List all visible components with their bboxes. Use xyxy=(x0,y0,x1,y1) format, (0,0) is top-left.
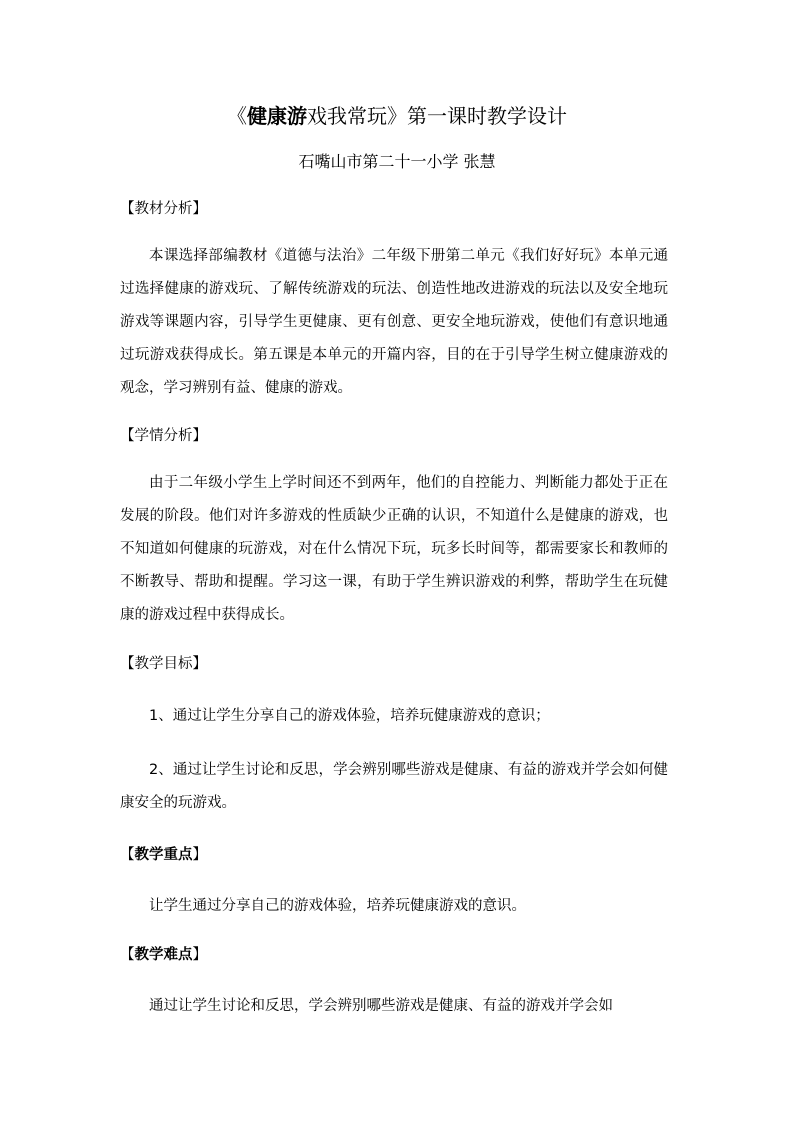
paragraph-material-analysis: 本课选择部编教材《道德与法治》二年级下册第二单元《我们好好玩》本单元通过选择健康的游戏玩、了解传统游戏的玩法、创造性地改进游戏的玩法以及安全地玩游戏等课题内容，引导学生更健康、更有创意、更安全地玩游戏，使他们有意识地通过玩游戏获得成长。第五课是本单元的开篇内容，目的在于引导学生树立健康游戏的观念，学习辨别有益、健康的游戏。 xyxy=(120,248,668,396)
heading-teaching-difficulty xyxy=(120,943,207,967)
heading-material-analysis xyxy=(120,197,207,221)
heading-bracket-close: 】 xyxy=(192,428,207,444)
heading-bracket-open: 【 xyxy=(120,656,135,672)
heading-text: 教材分析 xyxy=(134,201,193,217)
heading-text: 教学重点 xyxy=(134,847,193,863)
paragraph-teaching-difficulty: 通过让学生讨论和反思，学会辨别哪些游戏是健康、有益的游戏并学会如 xyxy=(149,998,613,1014)
document-title xyxy=(0,100,794,132)
heading-bracket-close: 】 xyxy=(192,201,207,217)
title-open-quote: 《 xyxy=(227,104,247,128)
heading-text: 教学目标 xyxy=(134,656,193,672)
heading-bracket-close: 】 xyxy=(192,847,207,863)
heading-bracket-close: 】 xyxy=(192,947,207,963)
goal-item-1: 1、通过让学生分享自己的游戏体验，培养玩健康游戏的意识； xyxy=(149,708,550,724)
heading-bracket-close: 】 xyxy=(192,656,207,672)
heading-teaching-key xyxy=(120,843,207,867)
paragraph-student-analysis: 由于二年级小学生上学时间还不到两年，他们的自控能力、判断能力都处于正在发展的阶段。他们对许多游戏的性质缺少正确的认识，不知道什么是健康的游戏，也不知道如何健康的玩游戏，对在什么情况下玩，玩多长时间等，都需要家长和教师的不断教导、帮助和提醒。学习这一课，有助于学生辨识游戏的利弊，帮助学生在玩健康的游戏过程中获得成长。 xyxy=(120,475,668,623)
heading-student-analysis xyxy=(120,424,207,448)
heading-bracket-open: 【 xyxy=(120,947,135,963)
goal-item-2: 2、通过让学生讨论和反思，学会辨别哪些游戏是健康、有益的游戏并学会如何健康安全的玩游戏。 xyxy=(120,762,668,811)
paragraph-teaching-key: 让学生通过分享自己的游戏体验，培养玩健康游戏的意识。 xyxy=(149,898,526,914)
title-rest: 戏我常玩》第一课时教学设计 xyxy=(307,104,567,128)
document-author: 石嘴山市第二十一小学 张慧 xyxy=(298,152,496,171)
heading-bracket-open: 【 xyxy=(120,201,135,217)
title-bold-part: 健康游 xyxy=(247,104,307,128)
heading-bracket-open: 【 xyxy=(120,428,135,444)
heading-teaching-goals xyxy=(120,652,207,676)
heading-text: 学情分析 xyxy=(134,428,193,444)
heading-bracket-open: 【 xyxy=(120,847,135,863)
heading-text: 教学难点 xyxy=(134,947,193,963)
